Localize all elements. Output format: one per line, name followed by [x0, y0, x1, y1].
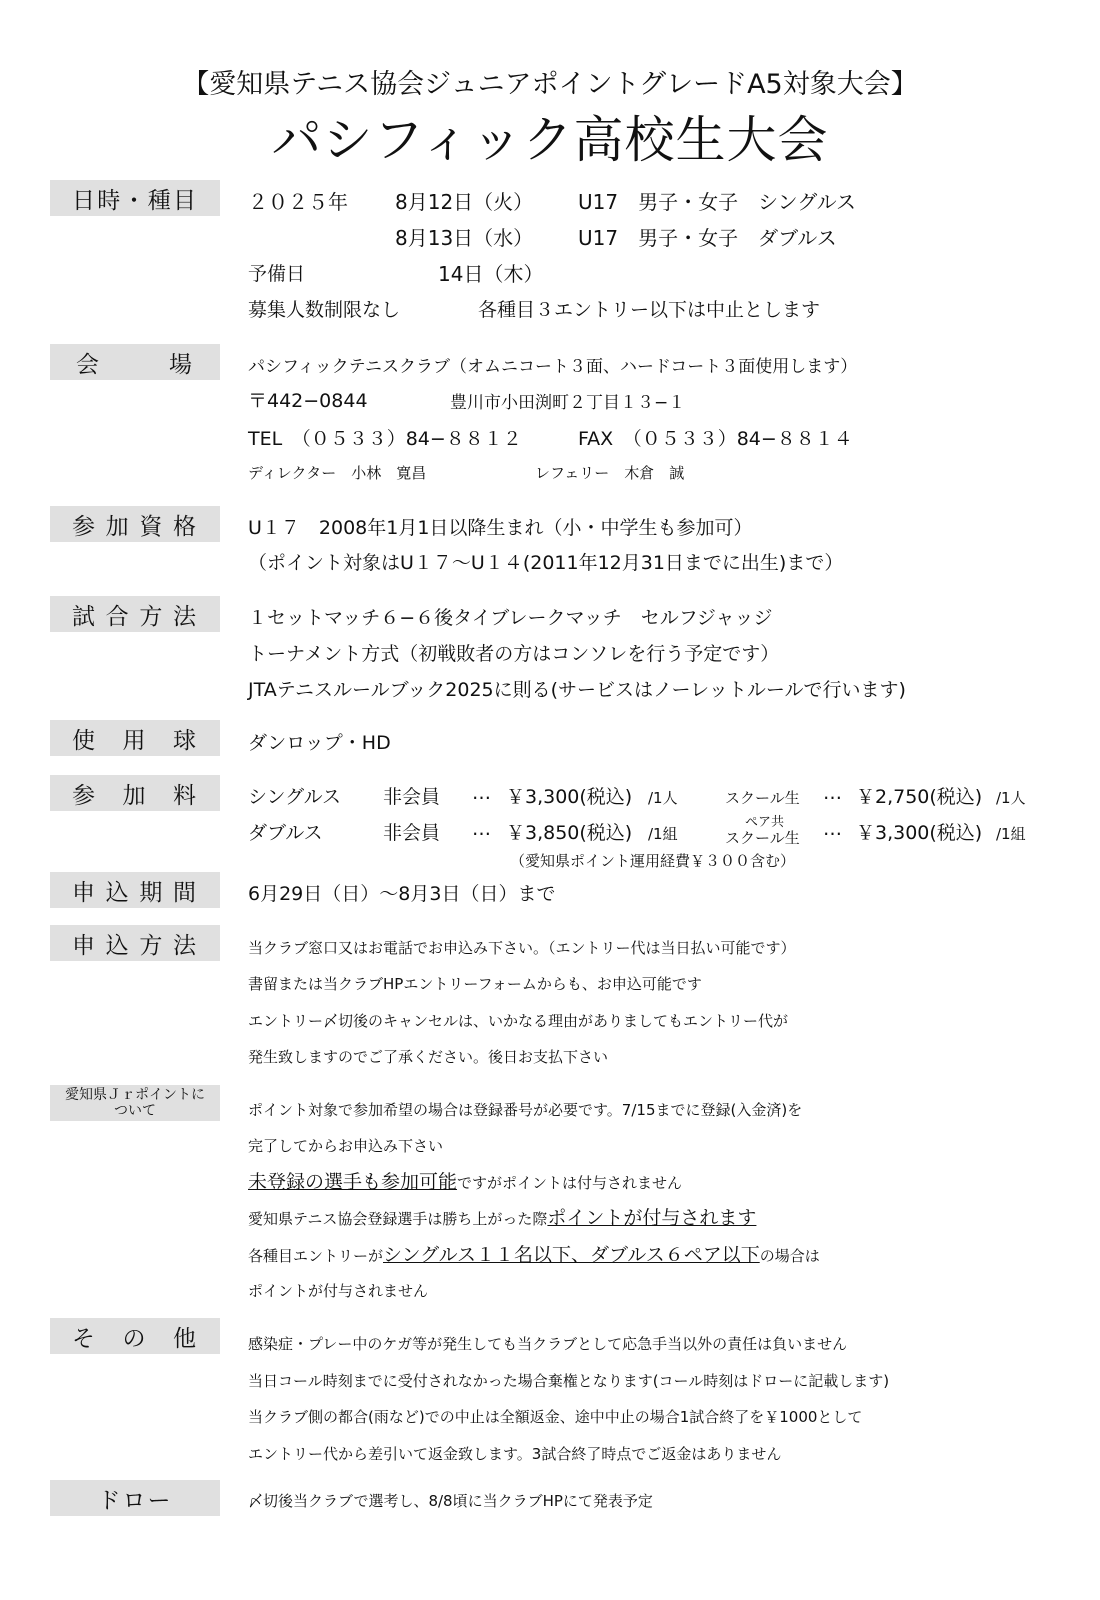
event-year: ２０２５年: [248, 190, 348, 214]
day2-date: 8月13日（水）: [395, 226, 534, 250]
entry-period: 6月29日（日）〜8月3日（日）まで: [248, 883, 556, 905]
ball-type: ダンロップ・HD: [248, 732, 391, 754]
label-ball: [50, 720, 220, 756]
label-method: [50, 925, 220, 961]
format-line3: JTAテニスルールブック2025に則る(サービスはノーレットルールで行います): [248, 679, 906, 701]
label-format: [50, 596, 220, 632]
label-char: の: [122, 1325, 148, 1352]
label-period: [50, 872, 220, 908]
label-char: 加: [105, 513, 131, 540]
reserve-date: 14日（木）: [438, 262, 544, 286]
draw-text: 〆切後当クラブで選考し、8/8頃に当クラブHPにて発表予定: [248, 1492, 653, 1510]
eligibility-line1: U１７ 2008年1月1日以降生まれ（小・中学生も参加可）: [248, 517, 753, 539]
points-line4: [248, 1203, 756, 1230]
points-line4-pre: 愛知県テニス協会登録選手は勝ち上がった際: [248, 1210, 548, 1228]
fee-school-label: スクール生: [725, 829, 800, 847]
director: ディレクター 小林 寛昌: [248, 464, 427, 482]
points-line5-post: の場合は: [759, 1247, 820, 1265]
format-line1: １セットマッチ６−６後タイブレークマッチ セルフジャッジ: [248, 607, 773, 629]
fee-dots: …: [472, 818, 491, 840]
fee-singles-price: ￥3,300(税込): [506, 786, 633, 808]
points-line5-pre: 各種目エントリーが: [248, 1247, 384, 1265]
label-char: 格: [172, 513, 198, 540]
label-char: 法: [172, 603, 198, 630]
label-char: 用: [122, 727, 148, 754]
method-line: 発生致しますのでご了承ください。後日お支払下さい: [248, 1048, 609, 1066]
other-line: エントリー代から差引いて返金致します。3試合終了時点でご返金はありません: [248, 1445, 782, 1463]
label-line: ついて: [114, 1103, 156, 1119]
label-char: 込: [105, 932, 131, 959]
points-awarded: ポイントが付与されます: [547, 1207, 757, 1229]
day1-date: 8月12日（火）: [395, 190, 534, 214]
fee-per-pair: /1組: [996, 825, 1026, 843]
label-fee: [50, 775, 220, 811]
label-char: 他: [173, 1325, 198, 1352]
reserve-label: 予備日: [248, 263, 306, 285]
label-char: 方: [139, 932, 165, 959]
fee-doubles-nonmember: 非会員: [383, 822, 441, 844]
points-line1: ポイント対象で参加希望の場合は登録番号が必要です。7/15までに登録(入金済)を: [248, 1101, 803, 1119]
venue-address: 豊川市小田渕町２丁目１３−１: [450, 393, 686, 413]
method-line: 当クラブ窓口又はお電話でお申込み下さい。（エントリー代は当日払い可能です）: [248, 939, 796, 957]
label-other: [50, 1318, 220, 1354]
fee-per-pair: /1組: [648, 825, 678, 843]
participant-limit: 募集人数制限なし: [248, 299, 401, 321]
label-char: 合: [105, 603, 131, 630]
points-line3: [248, 1167, 682, 1194]
label-char: 参: [72, 513, 97, 540]
event-title: パシフィック高校生大会: [271, 111, 829, 169]
label-char: 加: [122, 782, 148, 809]
event-subtitle: 【愛知県テニス協会ジュニアポイントグレードA5対象大会】: [182, 69, 918, 100]
fee-doubles-price: ￥3,850(税込): [506, 822, 633, 844]
label-char: 期: [139, 879, 165, 906]
points-line6: ポイントが付与されません: [248, 1282, 429, 1300]
venue-tel: TEL （０５３３）84−８８１２: [248, 428, 522, 450]
fee-dots: …: [823, 818, 842, 840]
label-char: 使: [72, 727, 97, 754]
label-draw: ドロー: [50, 1480, 220, 1516]
label-char: 申: [72, 879, 97, 906]
points-line2: 完了してからお申込み下さい: [248, 1137, 444, 1155]
label-char: 参: [72, 782, 97, 809]
method-line: 書留または当クラブHPエントリーフォームからも、お申込可能です: [248, 975, 702, 993]
format-line2: トーナメント方式（初戦敗者の方はコンソレを行う予定です）: [248, 643, 780, 665]
label-char: 時: [97, 187, 123, 214]
label-char: 申: [72, 932, 97, 959]
day1-event: U17 男子・女子 シングルス: [578, 190, 856, 214]
fee-doubles-label: ダブルス: [248, 822, 323, 844]
fee-pair-both: ペア共: [745, 815, 785, 830]
method-line: エントリー〆切後のキャンセルは、いかなる理由がありましてもエントリー代が: [248, 1012, 789, 1030]
label-char: 目: [173, 187, 198, 214]
label-char: 場: [169, 351, 194, 378]
referee: レフェリー 木倉 誠: [535, 464, 685, 482]
fee-per-person: /1人: [648, 789, 678, 807]
fee-note: （愛知県ポイント運用経費￥３００含む）: [510, 852, 796, 870]
label-eligibility: [50, 506, 220, 542]
label-char: 方: [139, 603, 165, 630]
label-char: 会: [76, 351, 101, 378]
points-line5: [248, 1240, 820, 1267]
fee-dots: …: [472, 782, 491, 804]
other-line: 当クラブ側の都合(雨など)での中止は全額返金、途中中止の場合1試合終了を￥1000として: [248, 1408, 863, 1426]
label-char: 試: [72, 603, 97, 630]
points-threshold: シングルス１１名以下、ダブルス６ペア以下: [383, 1244, 760, 1266]
fee-singles-school-price: ￥2,750(税込): [856, 786, 983, 808]
label-char: 日: [72, 187, 97, 214]
label-points: [50, 1085, 220, 1121]
label-venue: [50, 344, 220, 380]
label-datetime: [50, 180, 220, 216]
other-line: 感染症・プレー中のケガ等が発生しても当クラブとして応急手当以外の責任は負いません: [248, 1335, 848, 1353]
points-unregistered-ok: 未登録の選手も参加可能: [248, 1171, 458, 1193]
fee-singles-nonmember: 非会員: [383, 786, 441, 808]
venue-fax: FAX （０５３３）84−８８１４: [578, 428, 853, 450]
label-char: 込: [105, 879, 131, 906]
label-char: ・: [122, 187, 148, 214]
label-char: そ: [72, 1325, 97, 1352]
eligibility-line2: （ポイント対象はU１７〜U１４(2011年12月31日までに出生)まで）: [248, 552, 844, 574]
fee-per-person: /1人: [996, 789, 1026, 807]
label-char: 法: [172, 932, 198, 959]
fee-dots: …: [823, 782, 842, 804]
label-char: 料: [173, 782, 198, 809]
label-char: 球: [173, 727, 198, 754]
other-line: 当日コール時刻までに受付されなかった場合棄権となります(コール時刻はドローに記載します): [248, 1372, 890, 1390]
label-line: 愛知県Ｊｒポイントに: [65, 1087, 205, 1103]
venue-postal: 〒442−0844: [248, 390, 368, 412]
label-char: 間: [172, 879, 198, 906]
points-line3-rest: ですがポイントは付与されません: [457, 1174, 683, 1192]
label-char: 種: [147, 187, 173, 214]
fee-singles-label: シングルス: [248, 786, 342, 808]
label-char: 資: [139, 513, 165, 540]
fee-doubles-school-price: ￥3,300(税込): [856, 822, 983, 844]
venue-name: パシフィックテニスクラブ（オムニコート３面、ハードコート３面使用します）: [248, 357, 858, 377]
day2-event: U17 男子・女子 ダブルス: [578, 226, 837, 250]
cancel-rule: 各種目３エントリー以下は中止とします: [478, 299, 821, 321]
fee-school-label: スクール生: [725, 789, 800, 807]
